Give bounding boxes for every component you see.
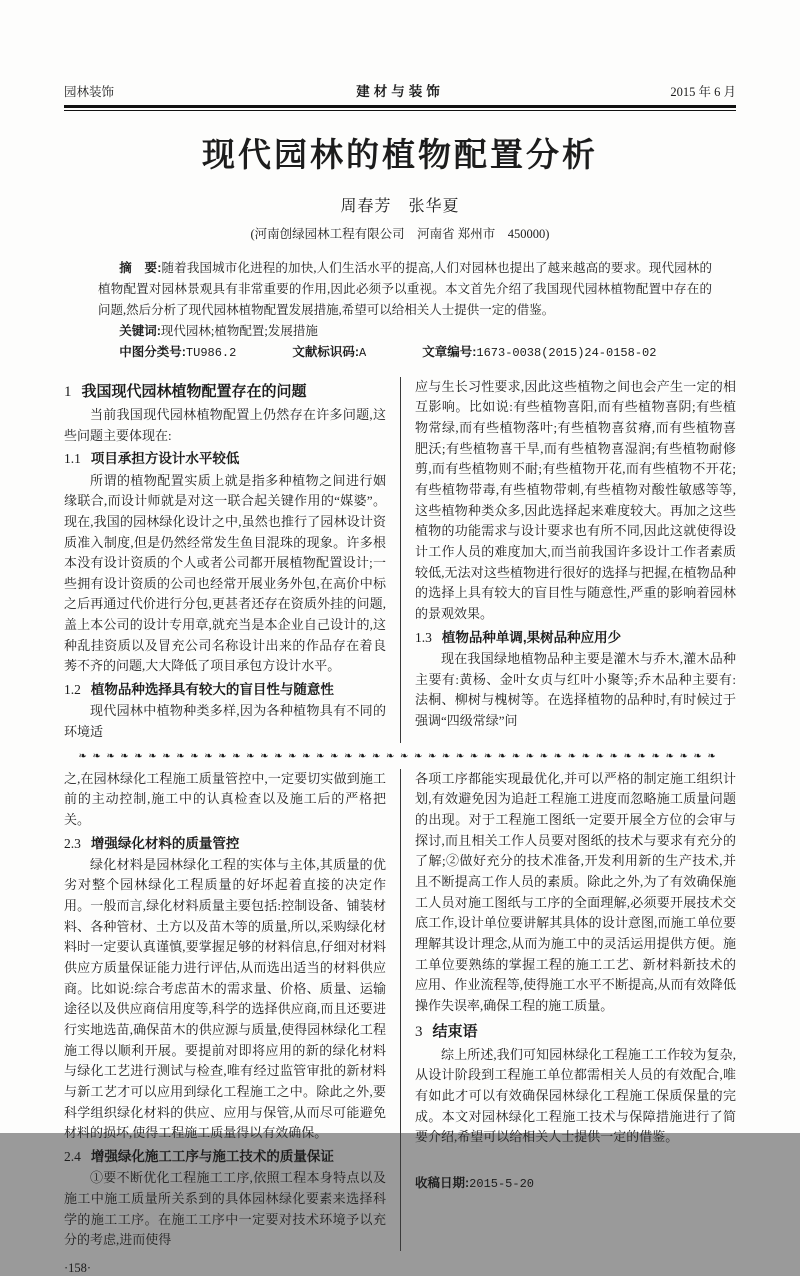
received-date: [415, 1174, 736, 1194]
column-top-right: [400, 377, 736, 743]
abstract-label: 摘 要:: [119, 260, 162, 275]
abstract-text: 随着我国城市化进程的加快,人们生活水平的提高,人们对园林也提出了越来越高的要求。现代园林的植物配置对园林景观具有非常重要的作用,因此必须予以重视。本文首先介绍了我国现代园林植物配置中存在的问题,然后分析了现代园林植物配置发展措施,希望可以给相关人士提供一定的借鉴。: [98, 260, 712, 317]
abstract-paragraph: [98, 258, 712, 321]
section-title: 增强绿化施工工序与施工技术的质量保证: [90, 1149, 334, 1164]
heading-3: [415, 1022, 736, 1042]
heading-1-1: [64, 450, 386, 468]
keywords-line: [98, 321, 712, 342]
heading-2-4: [64, 1148, 386, 1166]
section-title: 植物品种选择具有较大的盲目性与随意性: [90, 682, 334, 698]
page-header: [64, 80, 736, 100]
received-date-label: 收稿日期:: [415, 1176, 470, 1191]
doc-code-label: 文献标识码:: [292, 344, 360, 359]
column-bottom-left: [64, 769, 400, 1251]
clc-value: TU986.2: [185, 345, 237, 360]
section-number: 1.3: [415, 629, 432, 645]
section-number: 1.1: [64, 451, 81, 467]
journal-section-label: 园林装饰: [64, 85, 115, 99]
article-no-group: [422, 342, 656, 363]
journal-logo: 建材与装饰: [356, 84, 444, 99]
clc-group: [119, 342, 236, 363]
section-number: 3: [415, 1023, 423, 1040]
columns-top: [64, 377, 736, 743]
heading-1-2: [64, 681, 386, 699]
section-number: 1: [64, 383, 72, 400]
section-title: 项目承担方设计水平较低: [90, 451, 240, 467]
paragraph: 绿化材料是园林绿化工程的实体与主体,其质量的优劣对整个园林绿化工程质量的好坏起着直接的决定作用。一般而言,绿化材料质量主要包括:控制设备、铺装材料、各种管材、土方以及苗木等的质量,所以,采购绿化材料时一定要认真谨慎,要掌握足够的材料信息,仔细对材料供应方质量保证能力进行评估,从而选出适当的材料供应商。比如说:综合考虑苗木的需求量、价格、质量、运输途径以及供应商信用度等,科学的选择供应商,而且还要进行实地选苗,确保苗木的供应源与质量,使得园林绿化工程施工得以顺利开展。要提前对即将应用的新的绿化材料与绿化工艺进行测试与检查,唯有经过监管审批的新材料与新工艺才可以应用到绿化工程施工之中。除此之外,要科学组织绿化材料的供应、应用与保管,从而尽可能避免材料的损坏,使得工程施工质量得以有效确保。: [64, 856, 386, 1141]
section-number: 2.4: [64, 1149, 81, 1164]
section-title: 植物品种单调,果树品种应用少: [441, 629, 622, 645]
doc-code-value: A: [359, 345, 367, 360]
paragraph: 综上所述,我们可知园林绿化工程施工工作较为复杂,从设计阶段到工程施工单位都需相关人员的有效配合,唯有如此才可以有效确保园林绿化工程施工保质保量的完成。本文对园林绿化工程施工技术与保障措施进行了简要介绍,希望可以给相关人士提供一定的借鉴。: [415, 1046, 736, 1145]
keywords-label: 关键词:: [119, 323, 161, 338]
paragraph: ①要不断优化工程施工工序,依照工程本身特点以及施工中施工质量所关系到的具体园林绿化要素来选择科学的施工工序。在施工工序中一定要对技术环境予以充分的考虑,进而使得: [64, 1170, 386, 1248]
paragraph: 应与生长习性要求,因此这些植物之间也会产生一定的相互影响。比如说:有些植物喜阳,而有些植物喜阴;有些植物常绿,而有些植物落叶;有些植物喜贫瘠,而有些植物喜肥沃;有些植物喜干旱,而有些植物喜湿润;有些植物耐修剪,而有些植物则不耐;有些植物开花,而有些植物不开花;有些植物带毒,有些植物带刺,有些植物对酸性敏感等等,这些植物种类众多,因此选择起来难度较大。再加之这些植物的功能需求与设计要求也有所不同,因此这就使得设计工作人员的难度加大,而当前我国许多设计工作者素质较低,无法对这些植物进行很好的选择与把握,在植物品种的选择上具有较大的盲目性与随意性,严重的影响着园林的景观效果。: [415, 378, 736, 621]
article-no-value: 1673-0038(2015)24-0158-02: [476, 345, 657, 360]
heading-1-3: [415, 629, 736, 647]
header-rule: [64, 105, 736, 111]
column-top-left: [64, 377, 400, 743]
meta-line: [98, 342, 712, 363]
article-no-label: 文章编号:: [422, 344, 477, 359]
heading-2-3: [64, 835, 386, 853]
paragraph: 之,在园林绿化工程施工质量管控中,一定要切实做到施工前的主动控制,施工中的认真检查以及施工后的严格把关。: [64, 770, 386, 827]
paragraph: 当前我国现代园林植物配置上仍然存在许多问题,这些问题主要体现在:: [64, 407, 386, 443]
ornament-divider: ❧❧❧❧❧❧❧❧❧❧❧❧❧❧❧❧❧❧❧❧❧❧❧❧❧❧❧❧❧❧❧❧❧❧❧❧❧❧❧❧❧❧❧❧❧❧: [78, 750, 722, 762]
clc-label: 中图分类号:: [119, 344, 186, 359]
affiliation: (河南创绿园林工程有限公司 河南省 郑州市 450000): [250, 226, 550, 241]
authors: 周春芳 张华夏: [340, 197, 460, 215]
paragraph: 现代园林中植物种类多样,因为各种植物具有不同的环境适: [64, 703, 386, 739]
section-number: 1.2: [64, 682, 81, 698]
paragraph: 现在我国绿地植物品种主要是灌木与乔木,灌木品种主要有:黄杨、金叶女贞与红叶小聚等;乔木品种主要有:法桐、柳树与槐树等。在选择植物的品种时,有时候过于强调“四级常绿”问: [415, 650, 736, 728]
section-title: 增强绿化材料的质量管控: [90, 835, 240, 851]
keywords-text: 现代园林;植物配置;发展措施: [160, 323, 318, 338]
heading-1: [64, 382, 386, 402]
paragraph: 所谓的植物配置实质上就是指多种植物之间进行姻缘联合,而设计师就是对这一联合起关键作用的“媒婆”。现在,我国的园林绿化设计之中,虽然也推行了园林设计资质准入制度,但是仍然经常发生鱼目混珠的现象。许多根本没有设计资质的个人或者公司都开展植物配置设计;一些拥有设计资质的公司也经常开展业务外包,在高价中标之后再通过代价进行分包,更甚者还存在资质外挂的问题,盖上本公司的设计专用章,就充当是本企业自己设计的,这种乱挂资质以及冒充公司名称设计出来的作品存在着良莠不齐的问题,大大降低了项目承包方设计水平。: [64, 472, 386, 674]
article-title: 现代园林的植物配置分析: [202, 138, 598, 174]
paragraph: 各项工序都能实现最优化,并可以严格的制定施工组织计划,有效避免因为追赶工程施工进度而忽略施工质量问题的出现。对于工程施工图纸一定要开展全方位的会审与探讨,而且相关工作人员要对图纸的技术与要求有充分的了解;②做好充分的技术准备,开发利用新的生产技术,并且不断提高工作人员的素质。除此之外,为了有效确保施工人员对施工图纸与工序的全面理解,必须要开展技术交底工作,设计单位要讲解其具体的设计意图,而施工单位要理解其设计理念,从而为施工中的灵活运用提供方便。施工单位要熟练的掌握工程的施工工艺、新材料新技术的应用、作业流程等,使得施工水平不断提高,从而有效降低操作失误率,确保工程的施工质量。: [415, 770, 736, 1013]
issue-date: 2015 年 6 月: [670, 85, 736, 99]
section-title: 我国现代园林植物配置存在的问题: [81, 382, 307, 400]
section-title: 结束语: [432, 1022, 478, 1040]
column-bottom-right: [400, 769, 736, 1251]
page-number: ·158·: [64, 1260, 92, 1275]
received-date-value: 2015-5-20: [469, 1177, 534, 1192]
abstract-block: [64, 258, 736, 363]
columns-bottom: [64, 769, 736, 1251]
section-number: 2.3: [64, 835, 81, 851]
doc-code-group: [292, 342, 366, 363]
